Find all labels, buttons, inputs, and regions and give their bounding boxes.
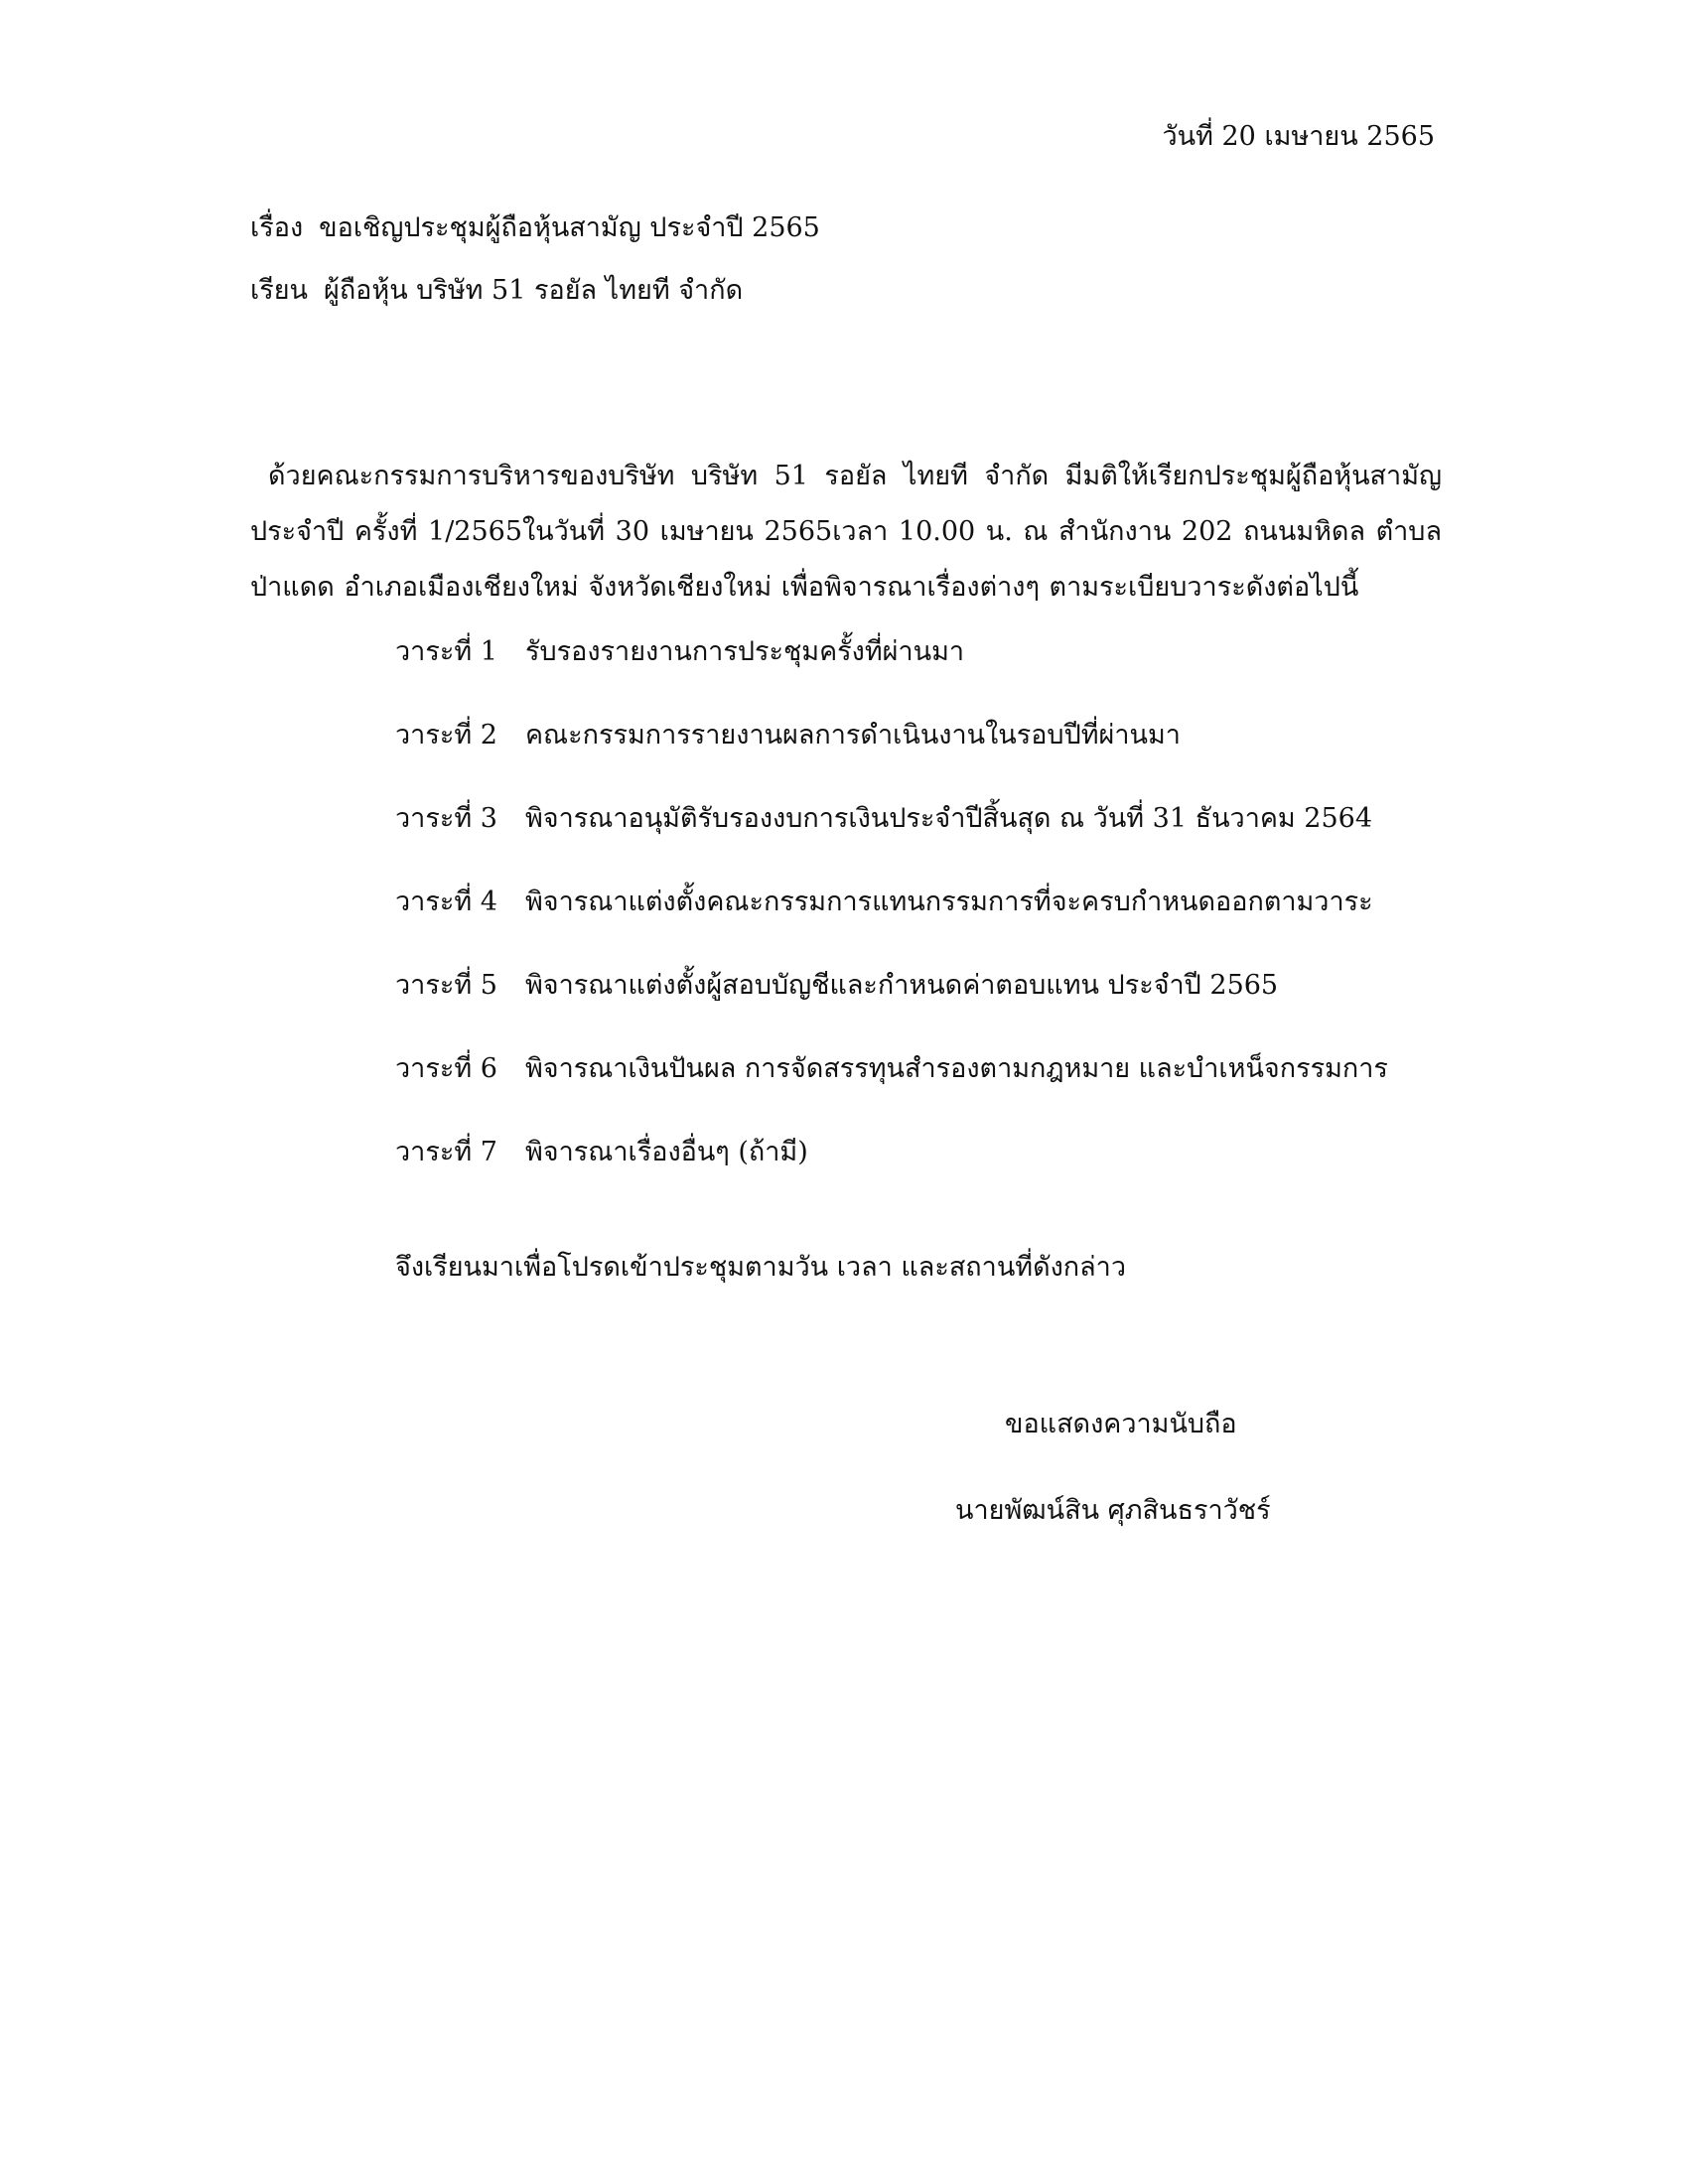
- agenda-item: [395, 881, 1388, 964]
- agenda-list: [395, 630, 1388, 1214]
- agenda-label: วาระที่ 7: [395, 1137, 497, 1167]
- agenda-item: [395, 714, 1388, 797]
- agenda-item: [395, 630, 1388, 714]
- agenda-item: [395, 1047, 1388, 1131]
- agenda-text: พิจารณาเรื่องอื่นๆ (ถ้ามี): [525, 1137, 808, 1167]
- agenda-item: [395, 964, 1388, 1047]
- letter-date: วันที่ 20 เมษายน 2565: [1162, 121, 1435, 152]
- recipient-line: [250, 271, 743, 311]
- agenda-text: พิจารณาอนุมัติรับรองงบการเงินประจำปีสิ้นสุด ณ วันที่ 31 ธันวาคม 2564: [525, 803, 1373, 834]
- subject-line: [250, 208, 820, 248]
- body-paragraph: ด้วยคณะกรรมการบริหารของบริษัท บริษัท 51 รอยัล ไทยที จำกัด มีมติให้เรียกประชุมผู้ถือหุ้นสามัญ ประจำปี ครั้งที่ 1/2565ในวันที่ 30 เมษายน 2565เวลา 10.00 น. ณ สำนักงาน 202 ถนนมหิดล ตำบลป่าแดด อำเภอเมืองเชียงใหม่ จังหวัดเชียงใหม่ เพื่อพิจารณาเรื่องต่างๆ ตามระเบียบวาระดังต่อไปนี้: [250, 461, 1442, 603]
- agenda-text: พิจารณาแต่งตั้งผู้สอบบัญชีและกำหนดค่าตอบแทน ประจำปี 2565: [525, 970, 1279, 1001]
- agenda-label: วาระที่ 5: [395, 970, 497, 1001]
- agenda-label: วาระที่ 4: [395, 887, 497, 917]
- agenda-text: รับรองรายงานการประชุมครั้งที่ผ่านมา: [525, 636, 965, 667]
- agenda-item: [395, 797, 1388, 881]
- agenda-text: พิจารณาเงินปันผล การจัดสรรทุนสำรองตามกฎหมาย และบำเหน็จกรรมการ: [525, 1053, 1388, 1084]
- signatory-name: นายพัฒน์สิน ศุภสินธราวัชร์: [955, 1495, 1271, 1526]
- agenda-label: วาระที่ 1: [395, 636, 497, 667]
- subject-label: เรื่อง: [250, 212, 304, 243]
- closing-sentence: จึงเรียนมาเพื่อโปรดเข้าประชุมตามวัน เวลา และสถานที่ดังกล่าว: [395, 1252, 1127, 1283]
- agenda-label: วาระที่ 6: [395, 1053, 497, 1084]
- subject-text: ขอเชิญประชุมผู้ถือหุ้นสามัญ ประจำปี 2565: [319, 212, 820, 243]
- recipient-label: เรียน: [250, 275, 309, 306]
- agenda-text: พิจารณาแต่งตั้งคณะกรรมการแทนกรรมการที่จะครบกำหนดออกตามวาระ: [525, 887, 1373, 917]
- agenda-text: คณะกรรมการรายงานผลการดำเนินงานในรอบปีที่ผ่านมา: [525, 720, 1181, 751]
- agenda-item: [395, 1131, 1388, 1214]
- agenda-label: วาระที่ 2: [395, 720, 497, 751]
- recipient-text: ผู้ถือหุ้น บริษัท 51 รอยัล ไทยที จำกัด: [324, 275, 744, 306]
- regards-text: ขอแสดงความนับถือ: [1005, 1409, 1237, 1439]
- agenda-label: วาระที่ 3: [395, 803, 497, 834]
